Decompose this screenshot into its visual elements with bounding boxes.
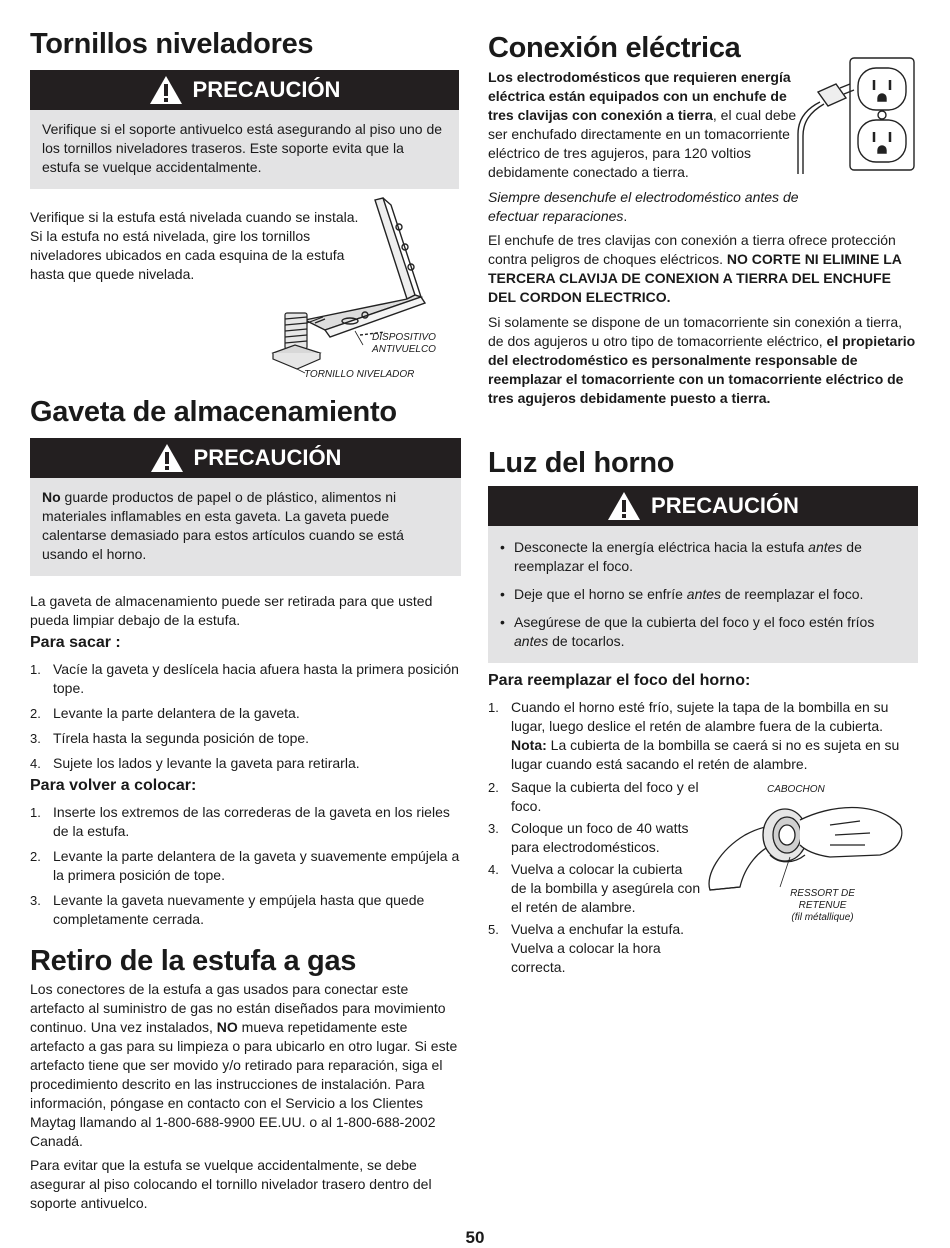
step-text-end: La cubierta de la bombilla se caerá si no es sujeta en su lugar cuando está sacando el retén de alambre. [511, 737, 900, 772]
anti-tip-bracket-illustration [265, 195, 450, 385]
conexion-p1-rest: , el cual debe ser enchufado directamente en un tomacorriente eléctrico de tres agujeros, para 120 voltios debidamente conectado a tierra. [488, 107, 797, 180]
reemplazar-steps [488, 778, 708, 977]
sacar-title: Para sacar : [30, 634, 121, 651]
bullet-text: Desconecte la energía eléctrica hacia la estufa [514, 539, 809, 555]
list-item [30, 754, 460, 773]
step-text: Inserte los extremos de las correderas de la gaveta en los rieles de la estufa. [53, 804, 450, 839]
conexion-p1 [488, 68, 806, 182]
bullet-italic: antes [808, 539, 843, 555]
step-text: Levante la parte delantera de la gaveta. [53, 705, 300, 721]
step-text: Vacíe la gaveta y deslícela hacia afuera hasta la primera posición tope. [53, 661, 459, 696]
step-text: Tírela hasta la segunda posición de tope. [53, 730, 310, 746]
volver-title: Para volver a colocar: [30, 777, 197, 794]
list-item [30, 891, 462, 929]
list-item [488, 920, 711, 977]
list-item [488, 698, 908, 774]
step-number: 1. [488, 700, 499, 715]
bullet-text-end: de reemplazar el foco. [514, 539, 862, 574]
ressort-label [765, 888, 880, 924]
list-item [30, 847, 462, 885]
bullet-italic: antes [514, 633, 549, 649]
step-number: 1. [30, 662, 41, 677]
list-item [30, 729, 460, 748]
ressort-label-line2: (fil métallique) [791, 912, 854, 923]
bullet-text: Deje que el horno se enfríe [514, 586, 687, 602]
list-item: • Deje que el horno se enfríe antes de reemplazar el foco. [500, 586, 864, 602]
step-number: 1. [30, 805, 41, 820]
step-text: Cuando el horno esté frío, sujete la tapa de la bombilla en su lugar, luego deslice el retén de alambre fuera de la cubierta. [511, 699, 889, 734]
caution-label: PRECAUCIÓN [192, 77, 341, 102]
tornillo-label: TORNILLO NIVELADOR [304, 369, 415, 380]
bullet-text-end: de reemplazar el foco. [721, 586, 864, 602]
caution-label: PRECAUCIÓN [193, 445, 342, 470]
bullet-italic: antes [686, 586, 722, 602]
dispositivo-label [372, 332, 436, 356]
list-item [30, 803, 462, 841]
caution-text [30, 478, 461, 576]
caution-text [488, 526, 918, 663]
gaveta-title: Gaveta de almacenamiento [30, 396, 397, 428]
conexion-p2 [488, 188, 806, 226]
step-number: 5. [488, 922, 499, 937]
caution-header [30, 438, 461, 478]
gaveta-caution [30, 438, 461, 576]
warning-icon [607, 491, 641, 521]
conexion-p2-end: . [623, 208, 628, 224]
retiro-title: Retiro de la estufa a gas [30, 945, 357, 977]
step-number: 2. [30, 849, 41, 864]
plug-outlet-illustration [788, 54, 918, 178]
step-text: Vuelva a enchufar la estufa. Vuelva a colocar la hora correcta. [511, 921, 685, 975]
conexion-p3-start: El enchufe de tres clavijas con conexión a tierra ofrece protección contra peligros de choques eléctricos. [488, 232, 896, 267]
retiro-p1-bold: NO [216, 1019, 238, 1035]
cabochon-label: CABOCHON [767, 784, 825, 795]
volver-steps [30, 803, 462, 929]
step-text: Sujete los lados y levante la gaveta para retirarla. [53, 755, 360, 771]
step-text: Vuelva a colocar la cubierta de la bombilla y asegúrela con el retén de alambre. [511, 861, 701, 915]
step-text: Coloque un foco de 40 watts para electrodomésticos. [511, 820, 689, 855]
conexion-p1-bold: Los electrodomésticos que requieren energía eléctrica están equipados con un enchufe de tres clavijas con conexión a tierra [488, 69, 791, 123]
retiro-p1-start: Los conectores de la estufa a gas usados para conectar este artefacto al suministro de gas no están diseñados para movimiento continuo. Una vez instalados, [30, 981, 446, 1035]
caution-header [30, 70, 459, 110]
conexion-p4-bold: el propietario del electrodoméstico es personalmente responsable de reemplazar el tomacorriente con un tomacorriente eléctrico de tres agujeros debidamente puesto a tierra. [488, 333, 916, 406]
tornillos-caution [30, 70, 459, 189]
gaveta-intro: La gaveta de almacenamiento puede ser retirada para que usted pueda limpiar debajo de la estufa. [30, 593, 433, 628]
step-text: Levante la parte delantera de la gaveta y suavemente empújela a la primera posición de tope. [53, 848, 460, 883]
tornillos-body: Verifique si la estufa está nivelada cuando se instala. Si la estufa no está nivelada, gire los tornillos niveladores ubicados en cada esquina de la estufa hasta que quede nivelada. [30, 209, 359, 282]
conexion-title: Conexión eléctrica [488, 32, 741, 64]
step-note-bold: Nota: [511, 737, 547, 753]
luz-caution [488, 486, 918, 663]
conexion-p4 [488, 313, 916, 408]
list-item: • Desconecte la energía eléctrica hacia la estufa antes de reemplazar el foco. [500, 539, 862, 574]
retiro-p2: Para evitar que la estufa se vuelque accidentalmente, se debe asegurar al piso colocando el tornillo nivelador trasero dentro del soporte antivuelco. [30, 1157, 432, 1211]
warning-icon [149, 75, 183, 105]
caution-label: PRECAUCIÓN [651, 493, 799, 518]
list-item [30, 660, 460, 698]
conexion-p4-start: Si solamente se dispone de un tomacorriente sin conexión a tierra, de dos agujeros u otro tipo de tomacorriente eléctrico, [488, 314, 903, 349]
list-item [488, 860, 701, 917]
bullet-text: Asegúrese de que la cubierta del foco y el foco estén fríos [514, 614, 875, 630]
reemplazar-step1-list [488, 698, 908, 774]
list-item: • Asegúrese de que la cubierta del foco y el foco estén fríos antes de tocarlos. [500, 614, 875, 649]
caution-bold: No [42, 489, 61, 505]
bullet-text-end: de tocarlos. [548, 633, 625, 649]
page-number: 50 [465, 1228, 485, 1247]
retiro-p1 [30, 980, 458, 1151]
caution-text: Verifique si el soporte antivuelco está asegurando al piso uno de los tornillos niveladores traseros. Este soporte evita que la estufa se vuelque accidentalmente. [30, 110, 459, 189]
tornillos-title: Tornillos niveladores [30, 28, 314, 60]
step-number: 4. [488, 862, 499, 877]
step-number: 3. [30, 731, 41, 746]
step-text: Levante la gaveta nuevamente y empújela hasta que quede completamente cerrada. [53, 892, 425, 927]
warning-icon [150, 443, 184, 473]
caution-bullets [500, 538, 904, 651]
luz-title: Luz del horno [488, 447, 675, 479]
ressort-label-line1: RESSORT DE RETENUE [790, 888, 855, 911]
step-number: 2. [30, 706, 41, 721]
caution-header [488, 486, 918, 526]
caution-rest: guarde productos de papel o de plástico, alimentos ni materiales inflamables en esta gaveta. La gaveta puede calentarse demasiado para estos artículos cuando se está usando el horno. [42, 489, 404, 562]
retiro-p1-end: mueva repetidamente este artefacto a gas para su limpieza o para ubicarlo en otro lugar. Si este artefacto tiene que ser movido y/o retirado para reparación, siga el procedimiento descrito en las instrucciones de instalación. Para información, póngase en contacto con el Servicio a los Clientes Maytag llamando al 1-800-688-9900 EE.UU. o al 1-800-688-2002 Canadá. [30, 1019, 458, 1149]
conexion-p2-italic: Siempre desenchufe el electrodoméstico antes de efectuar reparaciones [488, 189, 799, 224]
dispositivo-label-line2: ANTIVUELCO [372, 344, 436, 355]
dispositivo-label-line1: DISPOSITIVO [372, 332, 436, 343]
step-number: 2. [488, 780, 499, 795]
sacar-steps [30, 660, 460, 773]
tornillos-section [30, 28, 460, 61]
list-item [488, 778, 708, 816]
list-item [488, 819, 701, 857]
step-number: 3. [30, 893, 41, 908]
step-number: 3. [488, 821, 499, 836]
step-text: Saque la cubierta del foco y el foco. [511, 779, 699, 814]
reemplazar-title: Para reemplazar el foco del horno: [488, 672, 751, 689]
step-number: 4. [30, 756, 41, 771]
list-item [30, 704, 460, 723]
conexion-p3-bold: NO CORTE NI ELIMINE LA TERCERA CLAVIJA DE CONEXION A TIERRA DEL ENCHUFE DEL CORDON ELECTRICO. [488, 251, 902, 305]
conexion-p3 [488, 231, 908, 307]
